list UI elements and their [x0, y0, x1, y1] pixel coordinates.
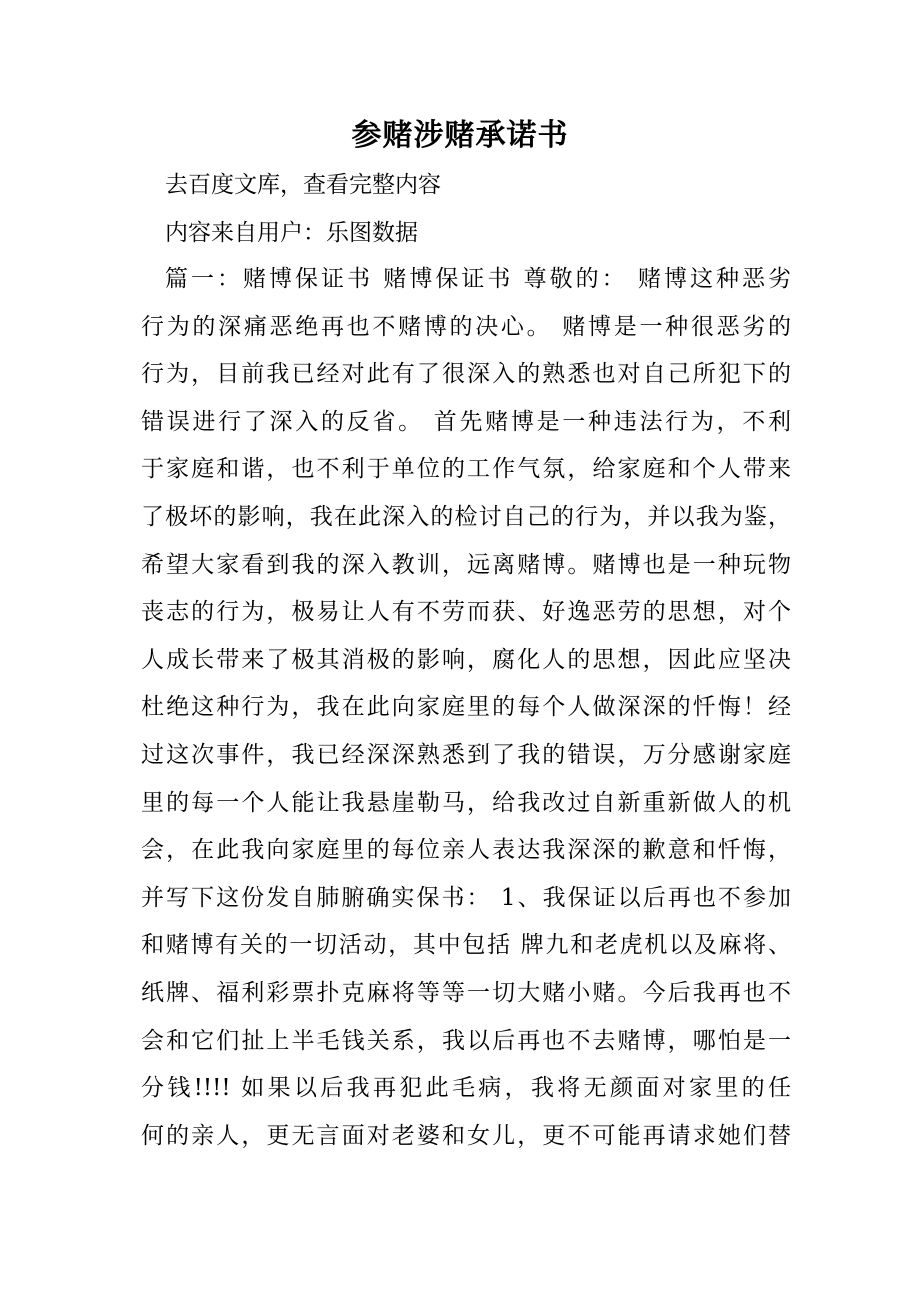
body-line: 里的每一个人能让我悬崖勒马，给我改过自新重新做人的机: [141, 789, 791, 816]
document-title: 参赌涉赌承诺书: [351, 118, 569, 153]
body-line: 会和它们扯上半毛钱关系，我以后再也不去赌博，哪怕是一: [141, 1027, 791, 1054]
body-line: 并写下这份发自肺腑确实保书： 1、我保证以后再也不参加: [141, 884, 791, 911]
body-line: 行为的深痛恶绝再也不赌博的决心。 赌博是一种很恶劣的: [141, 313, 791, 340]
body-line: 人成长带来了极其消极的影响，腐化人的思想，因此应坚决: [141, 646, 791, 673]
baidu-wenku-link-text: 去百度文库，查看完整内容: [165, 172, 441, 198]
body-line: 何的亲人，更无言面对老婆和女儿，更不可能再请求她们替: [141, 1122, 791, 1149]
body-line: 错误进行了深入的反省。 首先赌博是一种违法行为，不利: [141, 408, 791, 435]
body-line: 行为，目前我已经对此有了很深入的熟悉也对自己所犯下的: [141, 361, 791, 388]
document-body: [141, 263, 791, 1167]
body-line: 于家庭和谐，也不利于单位的工作气氛，给家庭和个人带来: [141, 456, 791, 483]
body-line: 分钱!!!! 如果以后我再犯此毛病，我将无颜面对家里的任: [141, 1075, 791, 1102]
body-line: 会，在此我向家庭里的每位亲人表达我深深的歉意和忏悔，: [141, 837, 791, 864]
body-line: 和赌博有关的一切活动，其中包括 牌九和老虎机以及麻将、: [141, 932, 791, 959]
body-line: 纸牌、福利彩票扑克麻将等等一切大赌小赌。今后我再也不: [141, 979, 791, 1006]
body-line: 希望大家看到我的深入教训，远离赌博。赌博也是一种玩物: [141, 551, 791, 578]
body-line: 篇一：赌博保证书 赌博保证书 尊敬的： 赌博这种恶劣: [165, 266, 791, 292]
body-line: 杜绝这种行为，我在此向家庭里的每个人做深深的忏悔！经: [141, 694, 791, 721]
body-line: 丧志的行为，极易让人有不劳而获、好逸恶劳的思想，对个: [141, 599, 791, 626]
body-line: 了极坏的影响，我在此深入的检讨自己的行为，并以我为鉴，: [141, 503, 791, 530]
content-source-text: 内容来自用户：乐图数据: [165, 220, 418, 246]
body-line: 过这次事件，我已经深深熟悉到了我的错误，万分感谢家庭: [141, 741, 791, 768]
